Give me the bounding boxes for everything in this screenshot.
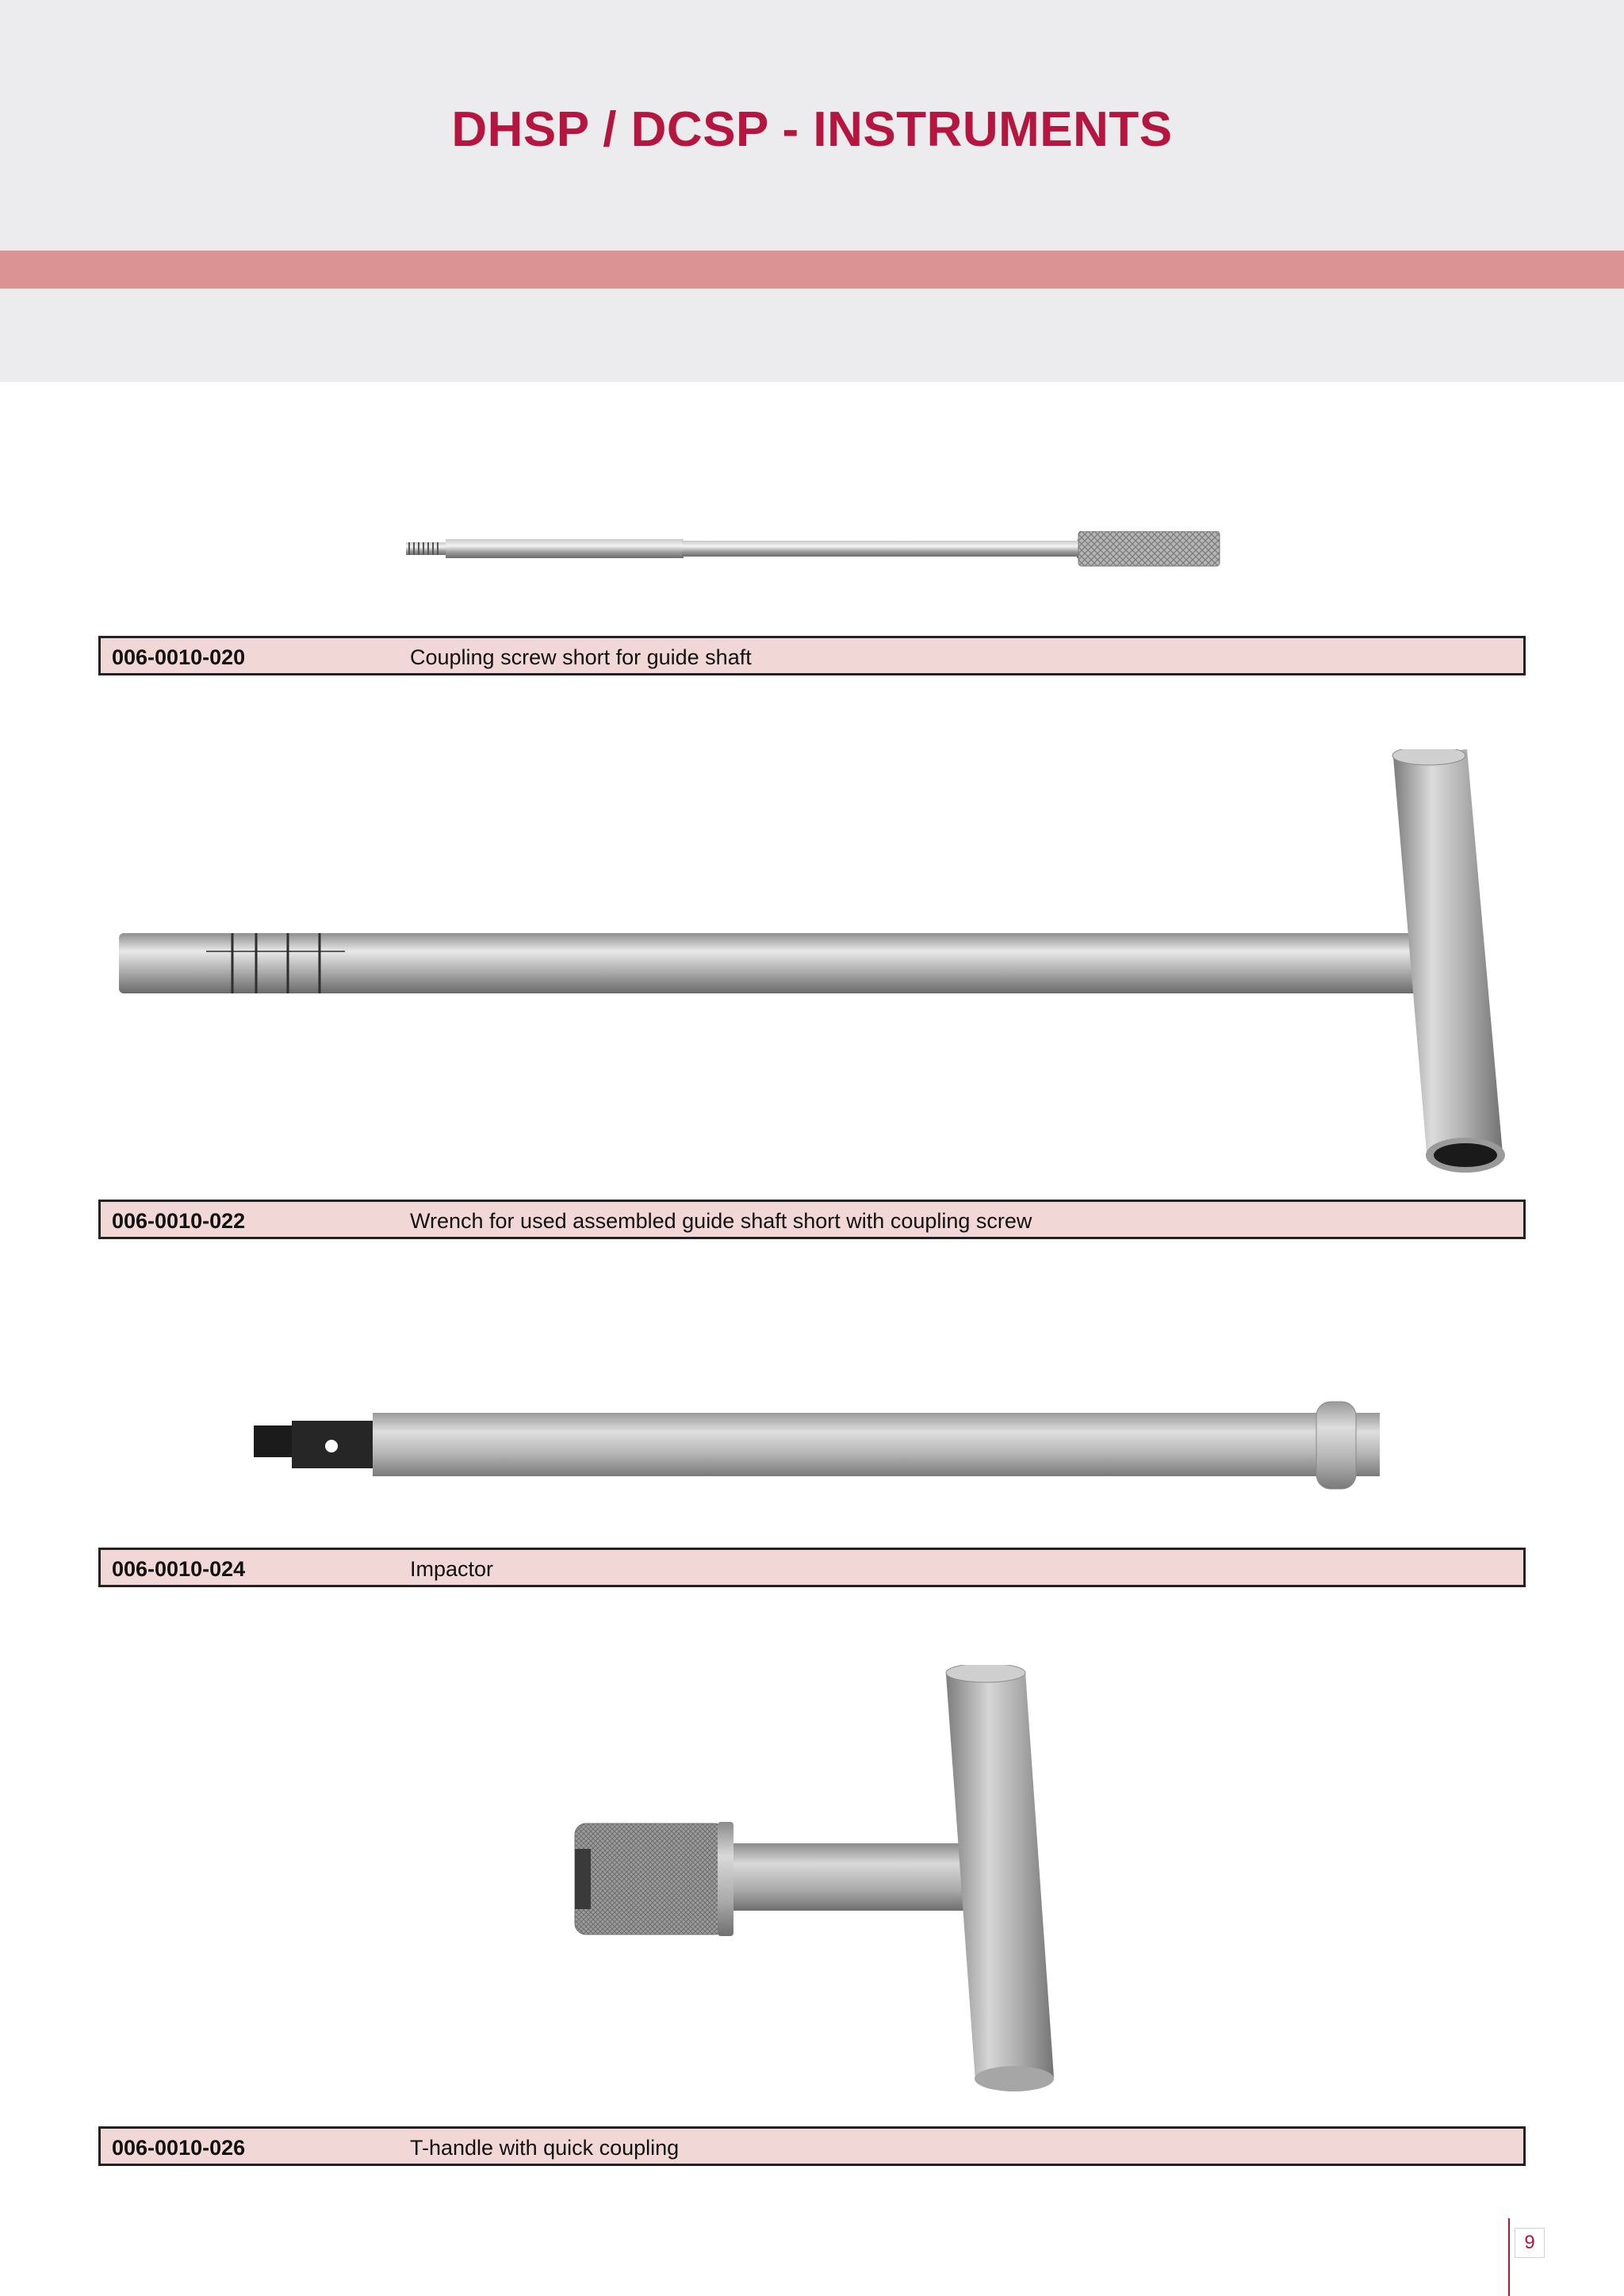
page-number: 9	[1515, 2228, 1545, 2258]
product-code: 006-0010-024	[112, 1557, 246, 1581]
product-row	[98, 636, 1526, 675]
product-description: Coupling screw short for guide shaft	[410, 645, 752, 669]
product-code: 006-0010-022	[112, 1209, 246, 1233]
header-band	[0, 0, 1624, 382]
product-row	[98, 2126, 1526, 2166]
t-handle-icon	[567, 1665, 1067, 2097]
product-row	[98, 1200, 1526, 1239]
accent-stripe	[0, 251, 1624, 289]
product-description: Impactor	[410, 1557, 494, 1581]
coupling-screw-icon	[396, 531, 1229, 579]
t-wrench-icon	[115, 749, 1515, 1177]
product-description: T-handle with quick coupling	[410, 2136, 680, 2160]
product-code: 006-0010-026	[112, 2136, 246, 2160]
page-title: DHSP / DCSP - INSTRUMENTS	[451, 102, 1173, 157]
page-number-rule	[1508, 2218, 1510, 2296]
product-code: 006-0010-020	[112, 645, 246, 669]
product-description: Wrench for used assembled guide shaft short with coupling screw	[410, 1209, 1032, 1233]
impactor-icon	[254, 1395, 1380, 1494]
product-row	[98, 1548, 1526, 1587]
